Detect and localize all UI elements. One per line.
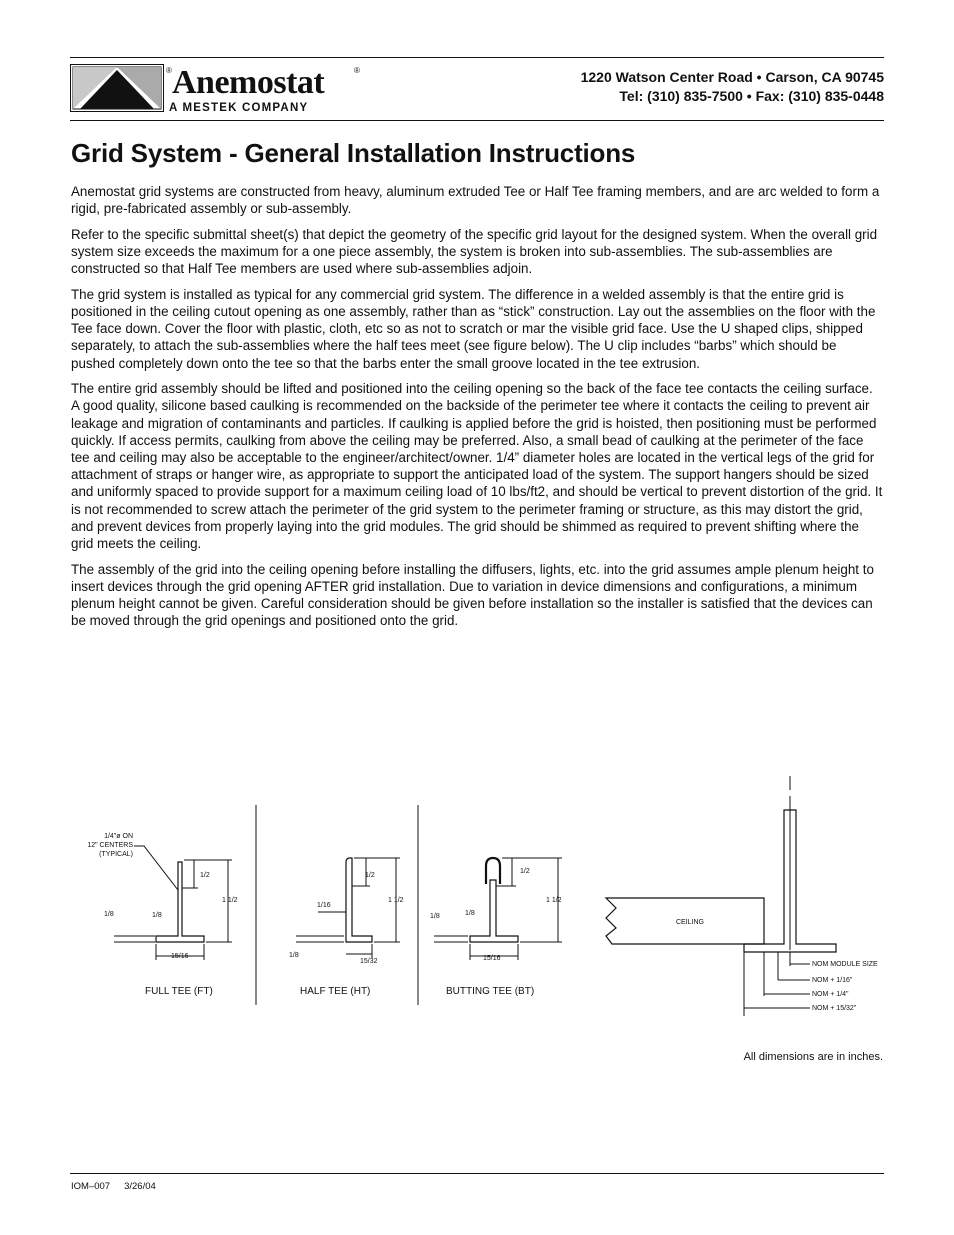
half-tee-dim-top: 1/2 (365, 872, 375, 879)
butting-tee-dim-top: 1/2 (520, 868, 530, 875)
page-title: Grid System - General Installation Instructions (71, 138, 636, 168)
dimensions-note: All dimensions are in inches. (743, 1051, 883, 1063)
half-tee-dim-flange: 1/8 (289, 952, 299, 959)
logo-registered-mark: ® (166, 66, 172, 75)
full-tee-hole-note-2: 12" CENTERS (87, 842, 133, 849)
nom-1-4-label: NOM + 1/4" (812, 991, 849, 998)
company-phone-fax: Tel: (310) 835-7500 • Fax: (310) 835-0448 (619, 88, 884, 104)
logo-tagline: A MESTEK COMPANY (169, 102, 309, 114)
footer (71, 1181, 156, 1192)
header-top-rule (70, 57, 884, 58)
full-tee-dim-web: 1/8 (152, 912, 162, 919)
document-date: 3/26/04 (124, 1181, 156, 1192)
full-tee-dim-top: 1/2 (200, 872, 210, 879)
butting-tee-dim-web: 1/8 (465, 910, 475, 917)
paragraph-5: The assembly of the grid into the ceiling opening before installing the diffusers, lights, etc. into the grid assumes ample plenum height to insert devices through the grid opening AFTER grid installation. Due to variation in device dimensions and configurations, a minimum plenum height cannot be given. Careful consideration should be given before installation so the installer is satisfied that the devices can be moved through the grid openings and positioned onto the grid. (71, 561, 874, 629)
half-tee-dim-web: 1/16 (317, 902, 331, 909)
half-tee-dim-width: 15/32 (360, 958, 378, 965)
nom-1-16-label: NOM + 1/16" (812, 977, 853, 984)
paragraph-3: The grid system is installed as typical for any commercial grid system. The difference in a welded assembly is that the entire grid is positioned in the ceiling cutout opening as one assembly, rather than as “stick” construction. Lay out the assemblies on the floor with the Tee face down. Cover the floor with plastic, cloth, etc so as not to scratch or mar the visible grid face. Use the U shaped clips, shipped separately, to attach the sub-assemblies where the half tees meet (see figure below). The U clip includes “barbs” which should be pushed completely down onto the tee so that the barbs enter the small groove located in the tee extrusion. (71, 286, 876, 371)
butting-tee-profile (470, 880, 518, 942)
full-tee-dim-width: 15/16 (171, 953, 189, 960)
butting-tee-dim-height: 1 1/2 (546, 897, 562, 904)
instructions-body (71, 183, 883, 638)
butting-tee-dim-flange: 1/8 (430, 913, 440, 920)
logo-registered-mark-2: ® (354, 66, 360, 75)
document-id: IOM–007 (71, 1181, 111, 1192)
butting-tee-caption: BUTTING TEE (BT) (446, 986, 535, 997)
full-tee-dim-flange: 1/8 (104, 911, 114, 918)
full-tee-profile (156, 862, 204, 942)
paragraph-1: Anemostat grid systems are constructed from heavy, aluminum extruded Tee or Half Tee framing members, and are arc welded to form a rigid, pre-fabricated assembly or sub-assembly. (71, 184, 880, 217)
paragraph-2: Refer to the specific submittal sheet(s) that depict the geometry of the specific grid layout for the designed system. When the overall grid system size exceeds the maximum for a one piece assembly, the system is broken into sub-assemblies. The sub-assemblies are constructed so that Half Tee members are used where sub-assemblies adjoin. (71, 226, 878, 277)
butting-tee-dim-width: 15/16 (483, 955, 501, 962)
full-tee-caption: FULL TEE (FT) (145, 986, 213, 997)
full-tee-hole-note-1: 1/4"ø ON (104, 833, 133, 840)
grid-tee-profiles-figure (0, 760, 954, 1030)
ceiling-label: CEILING (676, 919, 705, 926)
header-bottom-rule (70, 120, 884, 121)
footer-rule (70, 1173, 884, 1174)
anemostat-logo (70, 64, 370, 114)
nom-15-32-label: NOM + 15/32" (812, 1005, 857, 1012)
half-tee-caption: HALF TEE (HT) (300, 986, 371, 997)
nom-module-size-label: NOM MODULE SIZE (812, 961, 878, 968)
half-tee-dim-height: 1 1/2 (388, 897, 404, 904)
logo-wordmark: Anemostat (172, 64, 325, 101)
half-tee-profile (346, 858, 372, 942)
company-address: 1220 Watson Center Road • Carson, CA 90745 (580, 69, 884, 85)
full-tee-hole-note-3: (TYPICAL) (99, 851, 133, 858)
full-tee-hole-leader (134, 846, 178, 890)
paragraph-4: The entire grid assembly should be lifted and positioned into the ceiling opening so the back of the face tee contacts the ceiling surface. A good quality, silicone based caulking is recommended on the backside of the perimeter tee where it contacts the ceiling to prevent air leakage and migration of contaminants and particles. If caulking is applied before the grid is hoisted, then positioning must be performed quickly. If access permits, caulking from above the ceiling may be preferred. Also, a small bead of caulking at the perimeter of the face tee and ceiling may also be acceptable to the engineer/architect/owner. 1/4” diameter holes are located in the vertical legs of the grid for attachment of straps or hanger wire, as appropriate to support the anticipated load of the system. The support hangers should be sized and uniformly spaced to provide support for a maximum ceiling load of 10 lbs/ft2, and should be vertical to prevent distortion of the grid. It is not recommended to screw attach the perimeter of the grid system to the perimeter framing or structure, as this may distort the grid, and prevent devices from properly laying into the grid modules. The grid should be shimmed as required to prevent shifting where the grid meets the ceiling. (71, 381, 883, 552)
full-tee-dim-height: 1 1/2 (222, 897, 238, 904)
